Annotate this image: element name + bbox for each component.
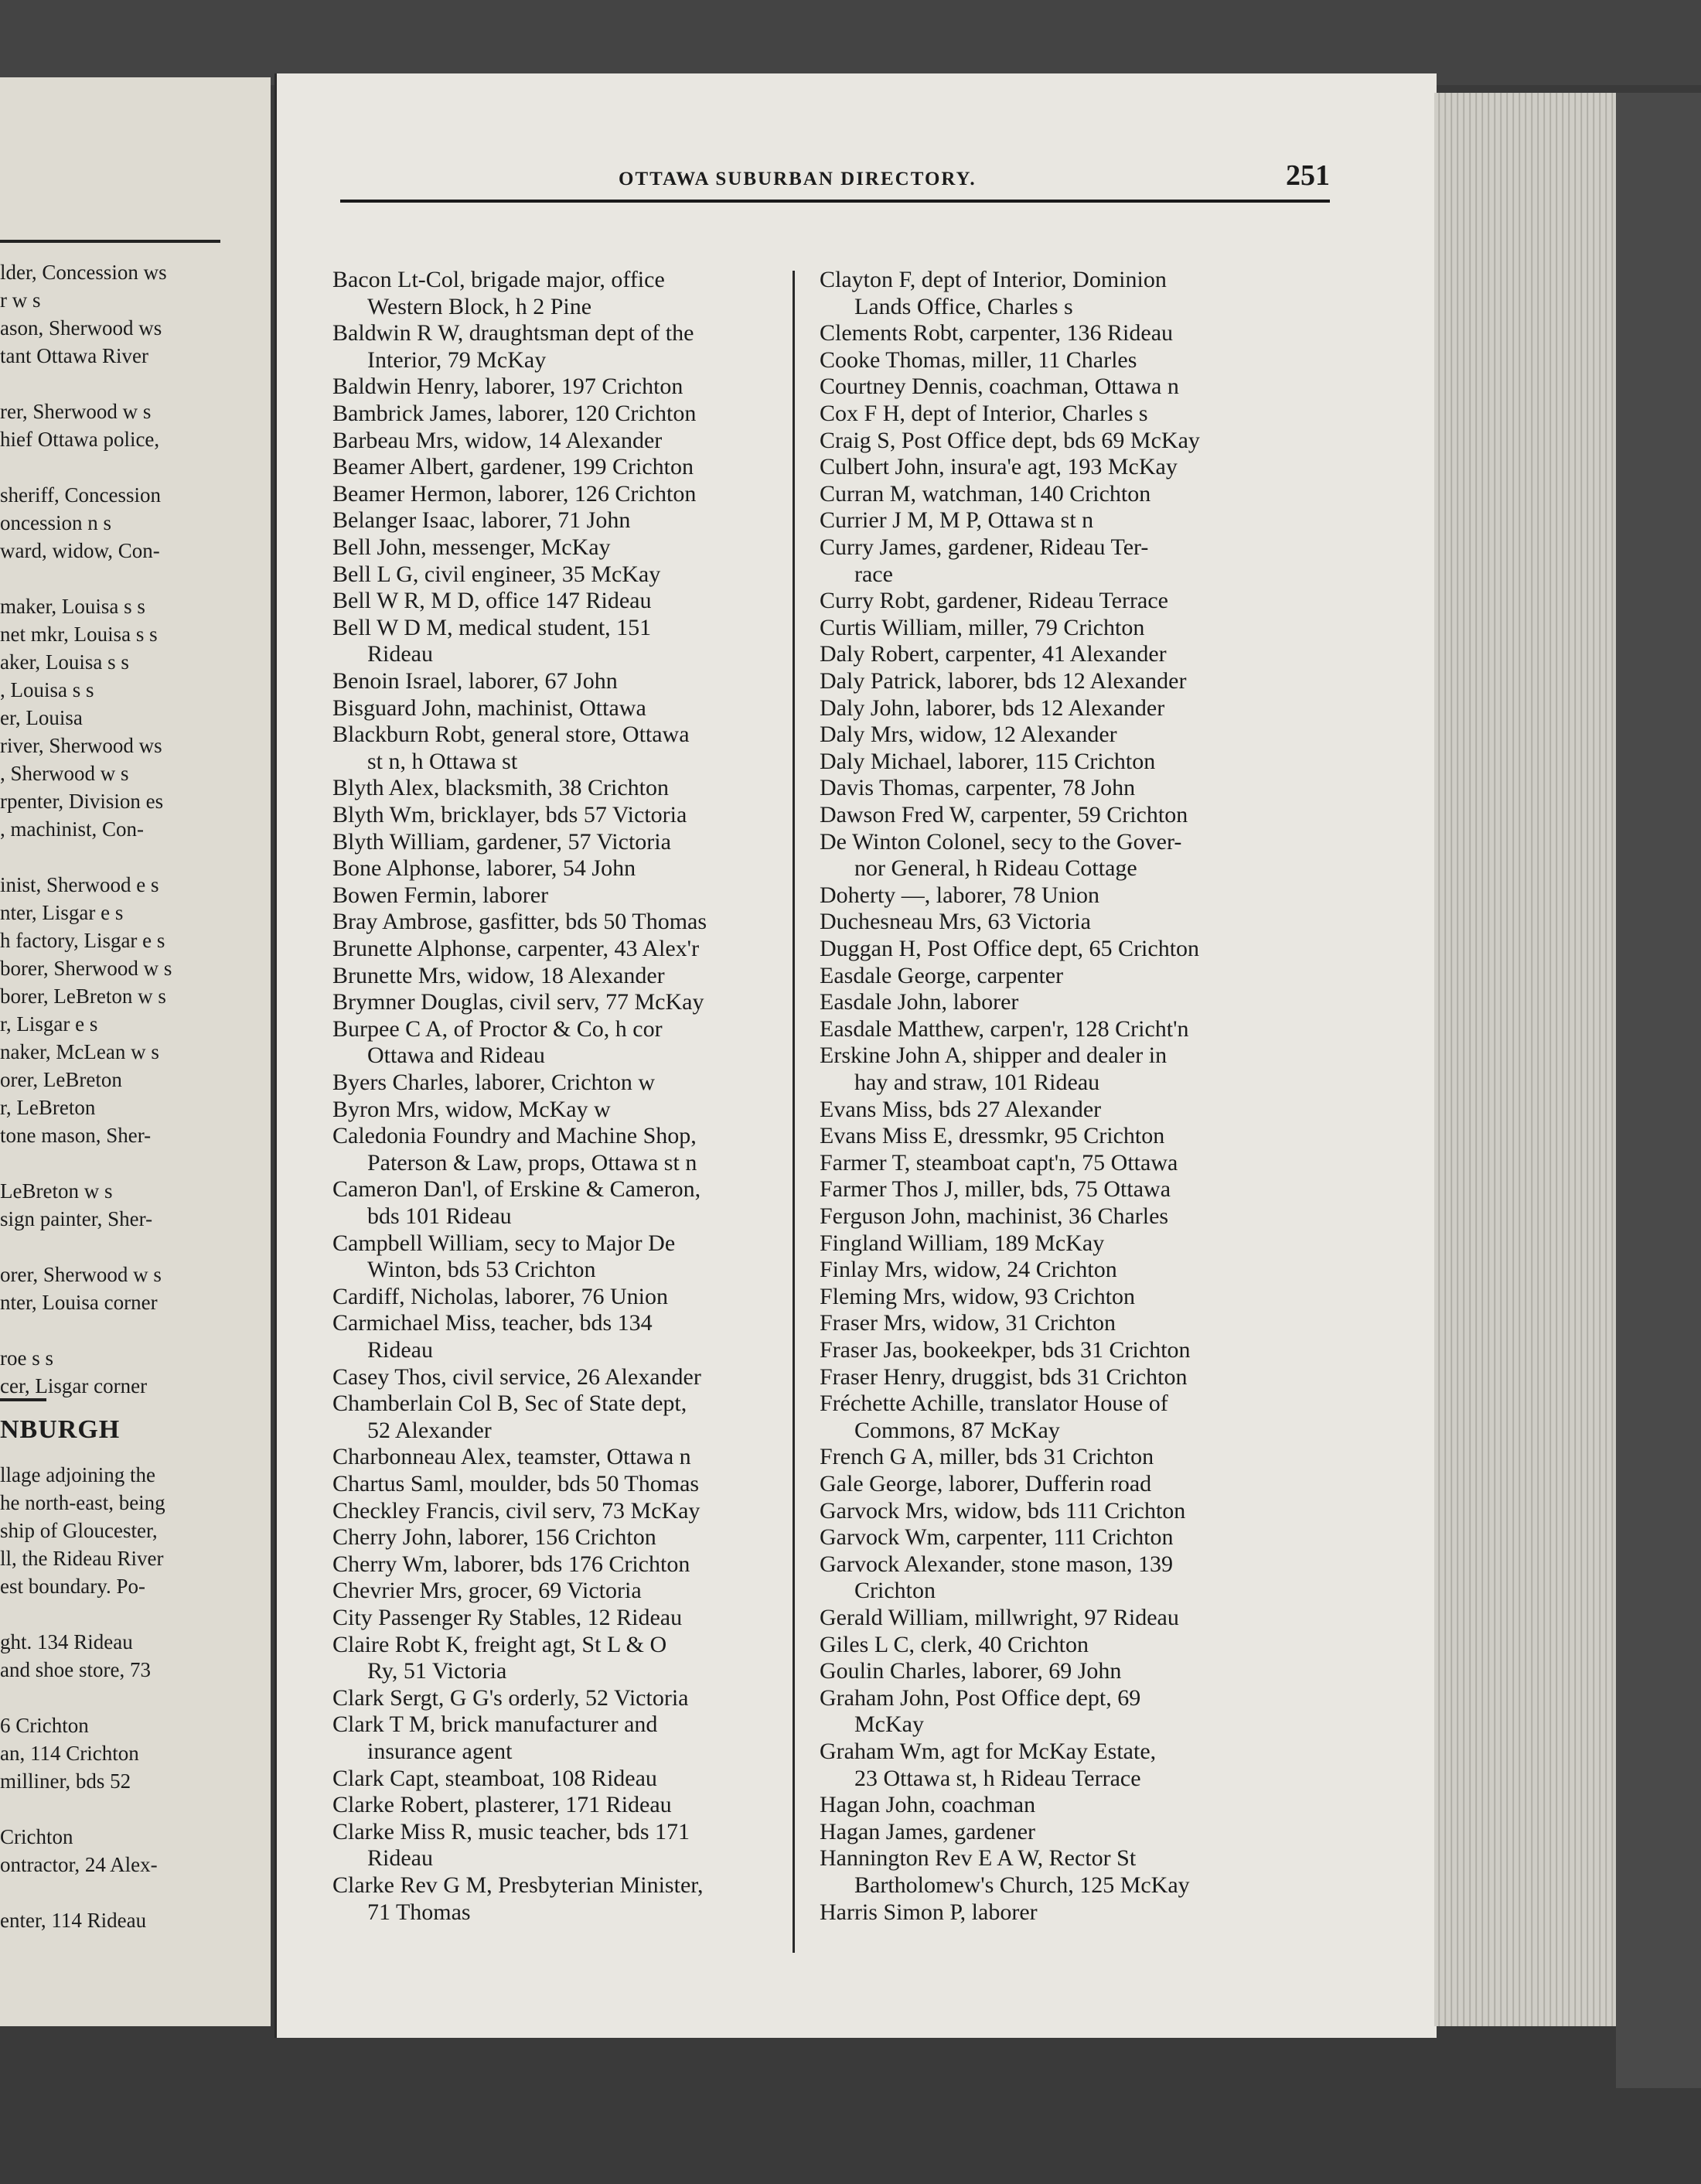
directory-entry-continuation: 23 Ottawa st, h Rideau Terrace [854, 1765, 1141, 1791]
directory-entry: Blyth Wm, bricklayer, bds 57 Victoria [332, 802, 687, 828]
directory-entry: Clarke Miss R, music teacher, bds 171 [332, 1818, 690, 1844]
directory-entry-continuation: insurance agent [367, 1739, 513, 1764]
directory-entry-continuation: Rideau [367, 1337, 433, 1363]
directory-entry: Goulin Charles, laborer, 69 John [820, 1658, 1122, 1684]
directory-entry: Belanger Isaac, laborer, 71 John [332, 507, 631, 534]
directory-entry: Curry James, gardener, Rideau Ter- [820, 534, 1149, 560]
left-page-line: LeBreton w s [0, 1179, 113, 1203]
directory-entry: Cox F H, dept of Interior, Charles s [820, 401, 1148, 426]
directory-entry-continuation: Paterson & Law, props, Ottawa st n [367, 1149, 697, 1176]
directory-entry-continuation: Interior, 79 McKay [367, 346, 547, 373]
page-header [340, 155, 1330, 201]
directory-entry: Ferguson John, machinist, 36 Charles [820, 1203, 1169, 1229]
left-page-line: orer, LeBreton [0, 1068, 122, 1091]
directory-entry: Dawson Fred W, carpenter, 59 Crichton [820, 802, 1188, 828]
directory-entry: Daly Michael, laborer, 115 Crichton [820, 748, 1156, 774]
directory-entry: Beamer Hermon, laborer, 126 Crichton [332, 480, 697, 507]
left-page-line: ason, Sherwood ws [0, 316, 162, 340]
left-page-line: borer, LeBreton w s [0, 985, 166, 1008]
directory-entry: Checkley Francis, civil serv, 73 McKay [332, 1497, 701, 1524]
directory-entry: Beamer Albert, gardener, 199 Crichton [332, 454, 694, 480]
left-page-heading: NBURGH [0, 1415, 121, 1444]
left-page-line: sheriff, Concession [0, 483, 161, 507]
directory-entry: Clark Sergt, G G's orderly, 52 Victoria [332, 1684, 689, 1711]
book-page-edges [1434, 93, 1620, 2026]
directory-entry: Baldwin Henry, laborer, 197 Crichton [332, 374, 683, 400]
directory-entry: Byron Mrs, widow, McKay w [332, 1096, 611, 1122]
left-page-line: roe s s [0, 1346, 53, 1370]
left-page-section-rule [0, 1398, 46, 1401]
left-page-line: llage adjoining the [0, 1463, 155, 1486]
directory-entry: Hannington Rev E A W, Rector St [820, 1845, 1137, 1872]
directory-entry: Curry Robt, gardener, Rideau Terrace [820, 588, 1168, 614]
left-page-line: hief Ottawa police, [0, 428, 160, 451]
directory-entry: Fraser Mrs, widow, 31 Crichton [820, 1310, 1116, 1336]
directory-entry-continuation: st n, h Ottawa st [367, 748, 518, 774]
directory-entry: Graham Wm, agt for McKay Estate, [820, 1739, 1157, 1764]
left-page-line: 6 Crichton [0, 1714, 89, 1737]
directory-entry: Blyth William, gardener, 57 Victoria [332, 828, 671, 855]
directory-entry: Hagan John, coachman [820, 1792, 1036, 1818]
directory-entry: City Passenger Ry Stables, 12 Rideau [332, 1605, 683, 1630]
directory-entry: Cooke Thomas, miller, 11 Charles [820, 346, 1137, 373]
directory-entry: Daly Mrs, widow, 12 Alexander [820, 722, 1117, 748]
directory-entry-continuation: McKay [854, 1711, 924, 1738]
directory-entry: Curran M, watchman, 140 Crichton [820, 480, 1151, 507]
directory-entry: Cameron Dan'l, of Erskine & Cameron, [332, 1176, 701, 1203]
directory-entry: French G A, miller, bds 31 Crichton [820, 1444, 1154, 1470]
directory-entry: Bacon Lt-Col, brigade major, office [332, 267, 665, 292]
directory-entry-continuation: Ry, 51 Victoria [367, 1658, 507, 1684]
directory-entry: Erskine John A, shipper and dealer in [820, 1043, 1168, 1069]
directory-entry: Bell John, messenger, McKay [332, 534, 611, 560]
left-page-line: tone mason, Sher- [0, 1124, 152, 1147]
left-page-line: maker, Louisa s s [0, 595, 145, 618]
directory-entry: Cherry Wm, laborer, bds 176 Crichton [332, 1551, 690, 1577]
directory-entry: Garvock Wm, carpenter, 111 Crichton [820, 1524, 1174, 1551]
directory-entry: Clark Capt, steamboat, 108 Rideau [332, 1765, 657, 1791]
left-page-line: ward, widow, Con- [0, 539, 160, 562]
directory-entry: Blyth Alex, blacksmith, 38 Crichton [332, 775, 669, 801]
left-page-line: Crichton [0, 1825, 73, 1848]
left-page-line: er, Louisa [0, 706, 83, 729]
directory-entry: Claire Robt K, freight agt, St L & O [332, 1631, 667, 1657]
directory-entry-continuation: Lands Office, Charles s [854, 293, 1073, 319]
directory-entry: Daly John, laborer, bds 12 Alexander [820, 694, 1165, 721]
directory-entry: Blackburn Robt, general store, Ottawa [332, 722, 690, 748]
directory-entry: Evans Miss E, dressmkr, 95 Crichton [820, 1123, 1165, 1149]
directory-entry: Bambrick James, laborer, 120 Crichton [332, 401, 697, 426]
left-page-line: borer, Sherwood w s [0, 957, 172, 980]
directory-entry: Garvock Alexander, stone mason, 139 [820, 1551, 1174, 1577]
directory-entry: Gale George, laborer, Dufferin road [820, 1471, 1152, 1496]
left-page-rule [0, 240, 220, 243]
left-page-line: river, Sherwood ws [0, 734, 162, 757]
directory-entry: Cardiff, Nicholas, laborer, 76 Union [332, 1283, 668, 1309]
directory-entry: Harris Simon P, laborer [820, 1899, 1038, 1925]
left-page-line: r, LeBreton [0, 1096, 96, 1119]
directory-entry: Brunette Alphonse, carpenter, 43 Alex'r [332, 936, 700, 961]
left-page-line: , Sherwood w s [0, 762, 129, 785]
directory-entry: Graham John, Post Office dept, 69 [820, 1684, 1141, 1711]
directory-entry: Caledonia Foundry and Machine Shop, [332, 1123, 697, 1149]
left-page-line: rer, Sherwood w s [0, 400, 152, 423]
left-page-line: ll, the Rideau River [0, 1547, 164, 1570]
directory-entry-continuation: race [854, 561, 893, 587]
directory-entry: Fraser Jas, bookeekper, bds 31 Crichton [820, 1337, 1191, 1363]
scan-frame-right [1616, 93, 1701, 2088]
directory-entry-continuation: Ottawa and Rideau [367, 1043, 545, 1069]
scan-frame-top [0, 0, 1701, 85]
directory-entry: Campbell William, secy to Major De [332, 1230, 676, 1256]
directory-entry: Farmer Thos J, miller, bds, 75 Ottawa [820, 1176, 1171, 1203]
left-page-line: rpenter, Division es [0, 790, 164, 813]
directory-entry-continuation: nor General, h Rideau Cottage [854, 855, 1137, 882]
directory-entry: Bell W D M, medical student, 151 [332, 614, 652, 640]
directory-entry: Easdale George, carpenter [820, 962, 1064, 988]
directory-entry: Bray Ambrose, gasfitter, bds 50 Thomas [332, 909, 707, 935]
left-page-line: orer, Sherwood w s [0, 1263, 162, 1286]
directory-entry: Easdale Matthew, carpen'r, 128 Cricht'n [820, 1015, 1189, 1042]
directory-entry: Benoin Israel, laborer, 67 John [332, 668, 618, 694]
left-page-line: aker, Louisa s s [0, 650, 129, 674]
directory-entry: Hagan James, gardener [820, 1818, 1036, 1844]
directory-entry: Daly Robert, carpenter, 41 Alexander [820, 641, 1167, 667]
directory-entry: Fraser Henry, druggist, bds 31 Crichton [820, 1363, 1188, 1390]
left-page-line: inist, Sherwood e s [0, 873, 159, 896]
directory-entry-continuation: 52 Alexander [367, 1417, 492, 1443]
directory-entry: Easdale John, laborer [820, 989, 1019, 1015]
directory-entry-continuation: 71 Thomas [367, 1899, 471, 1925]
running-head: OTTAWA SUBURBAN DIRECTORY. [619, 169, 977, 189]
left-facing-page [0, 77, 271, 2026]
directory-entry: Chamberlain Col B, Sec of State dept, [332, 1391, 687, 1417]
page-number: 251 [1286, 159, 1330, 192]
directory-entry: Bisguard John, machinist, Ottawa [332, 694, 646, 721]
directory-entry: Courtney Dennis, coachman, Ottawa n [820, 374, 1179, 400]
directory-entry: Duchesneau Mrs, 63 Victoria [820, 909, 1091, 935]
directory-entry: Fleming Mrs, widow, 93 Crichton [820, 1283, 1136, 1309]
directory-entry-continuation: Winton, bds 53 Crichton [367, 1257, 596, 1283]
left-page-line: r, Lisgar e s [0, 1012, 98, 1036]
left-page-line: he north-east, being [0, 1491, 165, 1514]
directory-entry: Davis Thomas, carpenter, 78 John [820, 775, 1136, 801]
directory-entry: De Winton Colonel, secy to the Gover- [820, 828, 1182, 855]
directory-entry: Fingland William, 189 McKay [820, 1230, 1105, 1256]
directory-entry: Bell W R, M D, office 147 Rideau [332, 588, 652, 614]
directory-entry: Casey Thos, civil service, 26 Alexander [332, 1363, 701, 1390]
directory-entry: Byers Charles, laborer, Crichton w [332, 1070, 656, 1095]
directory-entry-continuation: Western Block, h 2 Pine [367, 293, 592, 319]
directory-entry: Giles L C, clerk, 40 Crichton [820, 1631, 1089, 1657]
directory-entry: Baldwin R W, draughtsman dept of the [332, 320, 694, 346]
left-page-line: tant Ottawa River [0, 344, 148, 367]
directory-entry: Burpee C A, of Proctor & Co, h cor [332, 1015, 663, 1042]
column-divider [793, 271, 795, 1953]
directory-entry: Barbeau Mrs, widow, 14 Alexander [332, 427, 663, 453]
directory-entry: Currier J M, M P, Ottawa st n [820, 507, 1094, 534]
directory-entry: Clayton F, dept of Interior, Dominion [820, 267, 1167, 292]
left-page-line: milliner, bds 52 [0, 1769, 131, 1793]
directory-entry: Bowen Fermin, laborer [332, 882, 549, 908]
left-page-line: r w s [0, 288, 41, 312]
left-page-line: sign painter, Sher- [0, 1207, 153, 1230]
directory-entry: Brunette Mrs, widow, 18 Alexander [332, 962, 665, 988]
left-page-line: ship of Gloucester, [0, 1519, 158, 1542]
directory-entry: Cherry John, laborer, 156 Crichton [332, 1524, 656, 1551]
left-page-line: and shoe store, 73 [0, 1658, 151, 1681]
directory-entry: Brymner Douglas, civil serv, 77 McKay [332, 989, 704, 1015]
directory-entry-continuation: Commons, 87 McKay [854, 1417, 1060, 1443]
directory-entry: Gerald William, millwright, 97 Rideau [820, 1605, 1179, 1630]
directory-entry: Clements Robt, carpenter, 136 Rideau [820, 320, 1174, 346]
directory-entry: Culbert John, insura'e agt, 193 McKay [820, 454, 1178, 480]
directory-entry-continuation: Crichton [854, 1578, 936, 1604]
left-page-line: enter, 114 Rideau [0, 1909, 147, 1932]
directory-entry: Farmer T, steamboat capt'n, 75 Ottawa [820, 1149, 1178, 1176]
directory-entry: Daly Patrick, laborer, bds 12 Alexander [820, 668, 1187, 694]
directory-entry-continuation: Bartholomew's Church, 125 McKay [854, 1872, 1190, 1898]
left-page-line: an, 114 Crichton [0, 1742, 139, 1765]
directory-entry-continuation: hay and straw, 101 Rideau [854, 1070, 1100, 1095]
left-page-line: cer, Lisgar corner [0, 1374, 148, 1397]
directory-entry: Evans Miss, bds 27 Alexander [820, 1096, 1102, 1122]
directory-entry: Fréchette Achille, translator House of [820, 1391, 1168, 1417]
directory-entry: Bone Alphonse, laborer, 54 John [332, 855, 636, 882]
left-page-line: oncession n s [0, 511, 111, 534]
left-page-line: nter, Louisa corner [0, 1291, 158, 1314]
directory-entry: Duggan H, Post Office dept, 65 Crichton [820, 936, 1200, 961]
left-page-line: net mkr, Louisa s s [0, 623, 158, 646]
left-page-line: , Louisa s s [0, 678, 94, 701]
left-page-line: ontractor, 24 Alex- [0, 1853, 158, 1876]
directory-entry: Charbonneau Alex, teamster, Ottawa n [332, 1444, 691, 1470]
directory-entry: Chartus Saml, moulder, bds 50 Thomas [332, 1471, 700, 1496]
left-page-line: , machinist, Con- [0, 817, 144, 841]
left-page-line: lder, Concession ws [0, 261, 167, 284]
directory-entry: Craig S, Post Office dept, bds 69 McKay [820, 427, 1200, 453]
left-page-line: naker, McLean w s [0, 1040, 159, 1063]
directory-entry: Finlay Mrs, widow, 24 Crichton [820, 1257, 1117, 1283]
header-rule [340, 200, 1330, 203]
directory-entry: Garvock Mrs, widow, bds 111 Crichton [820, 1497, 1186, 1524]
left-page-line: ght. 134 Rideau [0, 1630, 133, 1653]
scan-frame-bottom [0, 2088, 1701, 2184]
left-page-line: est boundary. Po- [0, 1575, 145, 1598]
directory-entry: Clark T M, brick manufacturer and [332, 1711, 658, 1738]
directory-entry-continuation: Rideau [367, 1845, 433, 1872]
directory-entry: Chevrier Mrs, grocer, 69 Victoria [332, 1578, 642, 1604]
directory-entry: Clarke Rev G M, Presbyterian Minister, [332, 1872, 704, 1898]
left-page-line: h factory, Lisgar e s [0, 929, 165, 952]
directory-entry: Doherty —, laborer, 78 Union [820, 882, 1100, 908]
directory-entry: Clarke Robert, plasterer, 171 Rideau [332, 1792, 672, 1818]
directory-entry: Bell L G, civil engineer, 35 McKay [332, 561, 661, 587]
directory-entry-continuation: bds 101 Rideau [367, 1203, 512, 1229]
directory-entry: Carmichael Miss, teacher, bds 134 [332, 1310, 653, 1336]
left-page-line: nter, Lisgar e s [0, 901, 124, 924]
directory-entry: Curtis William, miller, 79 Crichton [820, 614, 1145, 640]
directory-entry-continuation: Rideau [367, 641, 433, 667]
